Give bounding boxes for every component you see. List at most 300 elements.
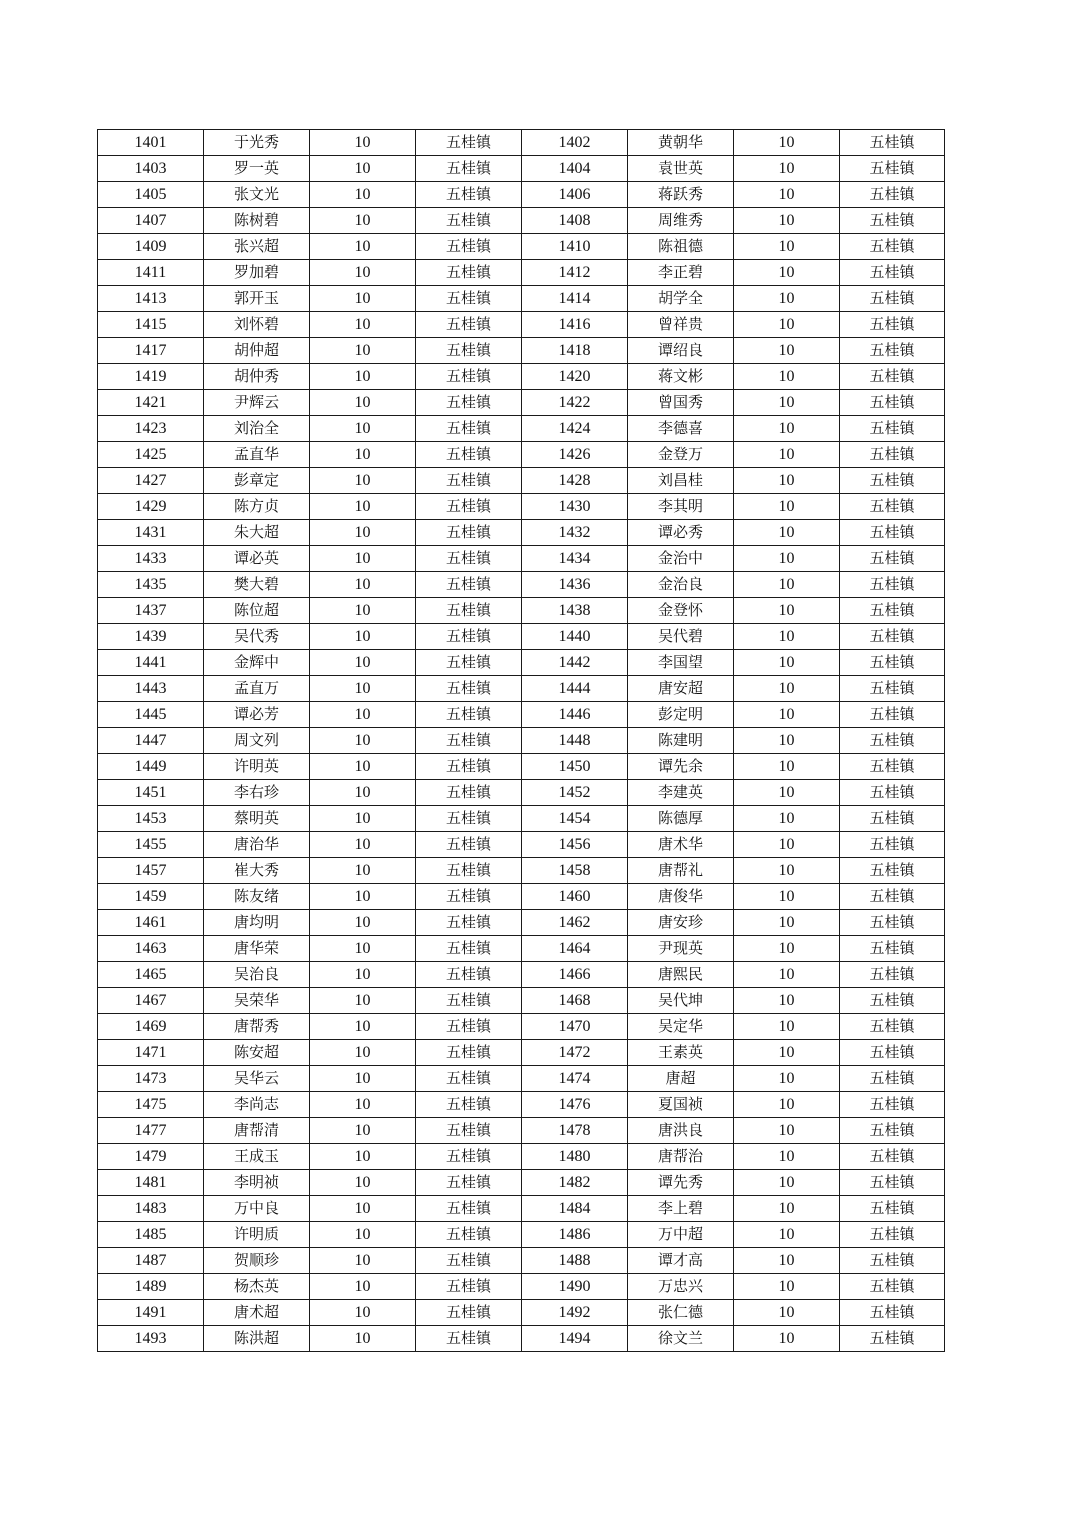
amount-cell: 10 bbox=[310, 1274, 416, 1300]
amount-cell: 10 bbox=[310, 130, 416, 156]
town-cell: 五桂镇 bbox=[416, 546, 522, 572]
amount-cell: 10 bbox=[310, 416, 416, 442]
town-cell: 五桂镇 bbox=[840, 130, 945, 156]
record-number-cell: 1446 bbox=[522, 702, 628, 728]
table-row bbox=[98, 1196, 945, 1222]
amount-cell: 10 bbox=[734, 962, 840, 988]
town-cell: 五桂镇 bbox=[416, 1170, 522, 1196]
table-row bbox=[98, 988, 945, 1014]
person-name-cell: 唐治华 bbox=[204, 832, 310, 858]
person-name-cell: 于光秀 bbox=[204, 130, 310, 156]
town-cell: 五桂镇 bbox=[416, 1326, 522, 1352]
table-row bbox=[98, 936, 945, 962]
amount-cell: 10 bbox=[310, 338, 416, 364]
amount-cell: 10 bbox=[734, 988, 840, 1014]
person-name-cell: 袁世英 bbox=[628, 156, 734, 182]
record-number-cell: 1478 bbox=[522, 1118, 628, 1144]
record-number-cell: 1426 bbox=[522, 442, 628, 468]
person-name-cell: 郭开玉 bbox=[204, 286, 310, 312]
town-cell: 五桂镇 bbox=[416, 416, 522, 442]
record-number-cell: 1493 bbox=[98, 1326, 204, 1352]
person-name-cell: 胡学全 bbox=[628, 286, 734, 312]
record-number-cell: 1490 bbox=[522, 1274, 628, 1300]
person-name-cell: 罗加碧 bbox=[204, 260, 310, 286]
person-name-cell: 贺顺珍 bbox=[204, 1248, 310, 1274]
record-number-cell: 1437 bbox=[98, 598, 204, 624]
person-name-cell: 张文光 bbox=[204, 182, 310, 208]
town-cell: 五桂镇 bbox=[416, 754, 522, 780]
amount-cell: 10 bbox=[310, 312, 416, 338]
record-number-cell: 1402 bbox=[522, 130, 628, 156]
record-number-cell: 1421 bbox=[98, 390, 204, 416]
amount-cell: 10 bbox=[734, 780, 840, 806]
person-name-cell: 吴代坤 bbox=[628, 988, 734, 1014]
record-number-cell: 1436 bbox=[522, 572, 628, 598]
town-cell: 五桂镇 bbox=[840, 1196, 945, 1222]
town-cell: 五桂镇 bbox=[840, 702, 945, 728]
person-name-cell: 夏国祯 bbox=[628, 1092, 734, 1118]
person-name-cell: 李尚志 bbox=[204, 1092, 310, 1118]
record-number-cell: 1448 bbox=[522, 728, 628, 754]
table-row bbox=[98, 676, 945, 702]
town-cell: 五桂镇 bbox=[416, 624, 522, 650]
record-number-cell: 1461 bbox=[98, 910, 204, 936]
amount-cell: 10 bbox=[734, 1118, 840, 1144]
town-cell: 五桂镇 bbox=[840, 650, 945, 676]
record-number-cell: 1434 bbox=[522, 546, 628, 572]
table-row bbox=[98, 1326, 945, 1352]
person-name-cell: 周文列 bbox=[204, 728, 310, 754]
town-cell: 五桂镇 bbox=[840, 962, 945, 988]
amount-cell: 10 bbox=[310, 780, 416, 806]
town-cell: 五桂镇 bbox=[840, 1300, 945, 1326]
amount-cell: 10 bbox=[310, 442, 416, 468]
town-cell: 五桂镇 bbox=[416, 1274, 522, 1300]
table-row bbox=[98, 182, 945, 208]
record-number-cell: 1432 bbox=[522, 520, 628, 546]
table-row bbox=[98, 1300, 945, 1326]
person-name-cell: 孟直万 bbox=[204, 676, 310, 702]
amount-cell: 10 bbox=[734, 1066, 840, 1092]
person-name-cell: 陈友绪 bbox=[204, 884, 310, 910]
town-cell: 五桂镇 bbox=[840, 936, 945, 962]
town-cell: 五桂镇 bbox=[416, 390, 522, 416]
town-cell: 五桂镇 bbox=[840, 858, 945, 884]
person-name-cell: 周维秀 bbox=[628, 208, 734, 234]
amount-cell: 10 bbox=[734, 936, 840, 962]
record-number-cell: 1445 bbox=[98, 702, 204, 728]
town-cell: 五桂镇 bbox=[416, 182, 522, 208]
town-cell: 五桂镇 bbox=[840, 754, 945, 780]
person-name-cell: 樊大碧 bbox=[204, 572, 310, 598]
record-number-cell: 1482 bbox=[522, 1170, 628, 1196]
amount-cell: 10 bbox=[310, 208, 416, 234]
record-number-cell: 1414 bbox=[522, 286, 628, 312]
person-name-cell: 金登万 bbox=[628, 442, 734, 468]
town-cell: 五桂镇 bbox=[416, 676, 522, 702]
amount-cell: 10 bbox=[310, 650, 416, 676]
person-name-cell: 许明英 bbox=[204, 754, 310, 780]
table-row bbox=[98, 832, 945, 858]
table-row bbox=[98, 312, 945, 338]
table-row bbox=[98, 754, 945, 780]
table-row bbox=[98, 858, 945, 884]
amount-cell: 10 bbox=[310, 182, 416, 208]
amount-cell: 10 bbox=[310, 234, 416, 260]
record-number-cell: 1435 bbox=[98, 572, 204, 598]
town-cell: 五桂镇 bbox=[840, 260, 945, 286]
record-number-cell: 1481 bbox=[98, 1170, 204, 1196]
amount-cell: 10 bbox=[734, 1170, 840, 1196]
person-name-cell: 唐华荣 bbox=[204, 936, 310, 962]
record-number-cell: 1420 bbox=[522, 364, 628, 390]
record-number-cell: 1449 bbox=[98, 754, 204, 780]
record-number-cell: 1462 bbox=[522, 910, 628, 936]
person-name-cell: 彭定明 bbox=[628, 702, 734, 728]
amount-cell: 10 bbox=[734, 884, 840, 910]
amount-cell: 10 bbox=[310, 1248, 416, 1274]
town-cell: 五桂镇 bbox=[840, 286, 945, 312]
record-number-cell: 1471 bbox=[98, 1040, 204, 1066]
town-cell: 五桂镇 bbox=[416, 884, 522, 910]
person-name-cell: 李明祯 bbox=[204, 1170, 310, 1196]
record-number-cell: 1403 bbox=[98, 156, 204, 182]
amount-cell: 10 bbox=[734, 260, 840, 286]
amount-cell: 10 bbox=[310, 546, 416, 572]
town-cell: 五桂镇 bbox=[416, 1014, 522, 1040]
town-cell: 五桂镇 bbox=[416, 520, 522, 546]
amount-cell: 10 bbox=[734, 910, 840, 936]
record-number-cell: 1431 bbox=[98, 520, 204, 546]
town-cell: 五桂镇 bbox=[416, 208, 522, 234]
person-name-cell: 蒋文彬 bbox=[628, 364, 734, 390]
record-number-cell: 1457 bbox=[98, 858, 204, 884]
record-number-cell: 1409 bbox=[98, 234, 204, 260]
town-cell: 五桂镇 bbox=[840, 546, 945, 572]
amount-cell: 10 bbox=[734, 806, 840, 832]
person-name-cell: 朱大超 bbox=[204, 520, 310, 546]
person-name-cell: 吴代碧 bbox=[628, 624, 734, 650]
amount-cell: 10 bbox=[734, 702, 840, 728]
town-cell: 五桂镇 bbox=[416, 910, 522, 936]
amount-cell: 10 bbox=[734, 156, 840, 182]
town-cell: 五桂镇 bbox=[840, 208, 945, 234]
person-name-cell: 唐术超 bbox=[204, 1300, 310, 1326]
record-number-cell: 1443 bbox=[98, 676, 204, 702]
person-name-cell: 谭必秀 bbox=[628, 520, 734, 546]
town-cell: 五桂镇 bbox=[416, 1040, 522, 1066]
town-cell: 五桂镇 bbox=[416, 598, 522, 624]
town-cell: 五桂镇 bbox=[840, 1248, 945, 1274]
record-number-cell: 1477 bbox=[98, 1118, 204, 1144]
amount-cell: 10 bbox=[734, 468, 840, 494]
amount-cell: 10 bbox=[310, 624, 416, 650]
person-name-cell: 王成玉 bbox=[204, 1144, 310, 1170]
amount-cell: 10 bbox=[310, 1326, 416, 1352]
record-number-cell: 1413 bbox=[98, 286, 204, 312]
person-name-cell: 唐帮治 bbox=[628, 1144, 734, 1170]
record-number-cell: 1450 bbox=[522, 754, 628, 780]
town-cell: 五桂镇 bbox=[840, 182, 945, 208]
amount-cell: 10 bbox=[310, 962, 416, 988]
town-cell: 五桂镇 bbox=[416, 1092, 522, 1118]
town-cell: 五桂镇 bbox=[840, 1092, 945, 1118]
table-row bbox=[98, 1170, 945, 1196]
person-name-cell: 唐术华 bbox=[628, 832, 734, 858]
town-cell: 五桂镇 bbox=[416, 494, 522, 520]
amount-cell: 10 bbox=[310, 468, 416, 494]
record-number-cell: 1444 bbox=[522, 676, 628, 702]
person-name-cell: 唐俊华 bbox=[628, 884, 734, 910]
record-number-cell: 1476 bbox=[522, 1092, 628, 1118]
record-number-cell: 1404 bbox=[522, 156, 628, 182]
person-name-cell: 许明质 bbox=[204, 1222, 310, 1248]
person-name-cell: 唐安超 bbox=[628, 676, 734, 702]
amount-cell: 10 bbox=[734, 208, 840, 234]
table-row bbox=[98, 1222, 945, 1248]
record-number-cell: 1472 bbox=[522, 1040, 628, 1066]
person-name-cell: 尹现英 bbox=[628, 936, 734, 962]
amount-cell: 10 bbox=[310, 702, 416, 728]
amount-cell: 10 bbox=[310, 1144, 416, 1170]
town-cell: 五桂镇 bbox=[416, 988, 522, 1014]
record-number-cell: 1465 bbox=[98, 962, 204, 988]
record-number-cell: 1480 bbox=[522, 1144, 628, 1170]
amount-cell: 10 bbox=[310, 598, 416, 624]
amount-cell: 10 bbox=[734, 494, 840, 520]
record-number-cell: 1429 bbox=[98, 494, 204, 520]
amount-cell: 10 bbox=[734, 390, 840, 416]
table-row bbox=[98, 390, 945, 416]
person-name-cell: 李国望 bbox=[628, 650, 734, 676]
town-cell: 五桂镇 bbox=[416, 858, 522, 884]
person-name-cell: 蒋跃秀 bbox=[628, 182, 734, 208]
record-number-cell: 1489 bbox=[98, 1274, 204, 1300]
town-cell: 五桂镇 bbox=[840, 312, 945, 338]
person-name-cell: 罗一英 bbox=[204, 156, 310, 182]
town-cell: 五桂镇 bbox=[416, 1196, 522, 1222]
table-row bbox=[98, 234, 945, 260]
record-number-cell: 1419 bbox=[98, 364, 204, 390]
record-number-cell: 1401 bbox=[98, 130, 204, 156]
table-row bbox=[98, 494, 945, 520]
person-name-cell: 唐帮清 bbox=[204, 1118, 310, 1144]
town-cell: 五桂镇 bbox=[416, 1222, 522, 1248]
town-cell: 五桂镇 bbox=[840, 1066, 945, 1092]
record-number-cell: 1410 bbox=[522, 234, 628, 260]
person-name-cell: 胡仲秀 bbox=[204, 364, 310, 390]
record-number-cell: 1433 bbox=[98, 546, 204, 572]
person-name-cell: 万中超 bbox=[628, 1222, 734, 1248]
amount-cell: 10 bbox=[310, 858, 416, 884]
amount-cell: 10 bbox=[310, 1118, 416, 1144]
record-number-cell: 1486 bbox=[522, 1222, 628, 1248]
town-cell: 五桂镇 bbox=[416, 286, 522, 312]
record-number-cell: 1428 bbox=[522, 468, 628, 494]
town-cell: 五桂镇 bbox=[840, 234, 945, 260]
person-name-cell: 王素英 bbox=[628, 1040, 734, 1066]
amount-cell: 10 bbox=[310, 286, 416, 312]
record-number-cell: 1423 bbox=[98, 416, 204, 442]
person-name-cell: 谭才高 bbox=[628, 1248, 734, 1274]
town-cell: 五桂镇 bbox=[416, 260, 522, 286]
record-number-cell: 1485 bbox=[98, 1222, 204, 1248]
person-name-cell: 李上碧 bbox=[628, 1196, 734, 1222]
record-number-cell: 1464 bbox=[522, 936, 628, 962]
table-row bbox=[98, 442, 945, 468]
amount-cell: 10 bbox=[310, 754, 416, 780]
town-cell: 五桂镇 bbox=[416, 962, 522, 988]
record-number-cell: 1424 bbox=[522, 416, 628, 442]
person-name-cell: 谭必芳 bbox=[204, 702, 310, 728]
person-name-cell: 吴华云 bbox=[204, 1066, 310, 1092]
record-number-cell: 1455 bbox=[98, 832, 204, 858]
record-number-cell: 1417 bbox=[98, 338, 204, 364]
town-cell: 五桂镇 bbox=[840, 988, 945, 1014]
amount-cell: 10 bbox=[734, 832, 840, 858]
amount-cell: 10 bbox=[734, 130, 840, 156]
person-name-cell: 胡仲超 bbox=[204, 338, 310, 364]
town-cell: 五桂镇 bbox=[416, 702, 522, 728]
amount-cell: 10 bbox=[734, 1300, 840, 1326]
person-name-cell: 陈洪超 bbox=[204, 1326, 310, 1352]
town-cell: 五桂镇 bbox=[416, 650, 522, 676]
amount-cell: 10 bbox=[310, 260, 416, 286]
amount-cell: 10 bbox=[734, 1196, 840, 1222]
amount-cell: 10 bbox=[310, 390, 416, 416]
record-number-cell: 1463 bbox=[98, 936, 204, 962]
record-number-cell: 1408 bbox=[522, 208, 628, 234]
roster-body bbox=[98, 130, 945, 1352]
amount-cell: 10 bbox=[310, 1300, 416, 1326]
town-cell: 五桂镇 bbox=[416, 936, 522, 962]
record-number-cell: 1427 bbox=[98, 468, 204, 494]
record-number-cell: 1425 bbox=[98, 442, 204, 468]
town-cell: 五桂镇 bbox=[840, 390, 945, 416]
table-row bbox=[98, 468, 945, 494]
table-row bbox=[98, 572, 945, 598]
town-cell: 五桂镇 bbox=[416, 1248, 522, 1274]
person-name-cell: 刘治全 bbox=[204, 416, 310, 442]
person-name-cell: 陈树碧 bbox=[204, 208, 310, 234]
amount-cell: 10 bbox=[734, 676, 840, 702]
town-cell: 五桂镇 bbox=[416, 312, 522, 338]
amount-cell: 10 bbox=[310, 1092, 416, 1118]
amount-cell: 10 bbox=[310, 988, 416, 1014]
record-number-cell: 1454 bbox=[522, 806, 628, 832]
record-number-cell: 1491 bbox=[98, 1300, 204, 1326]
town-cell: 五桂镇 bbox=[840, 442, 945, 468]
record-number-cell: 1492 bbox=[522, 1300, 628, 1326]
record-number-cell: 1422 bbox=[522, 390, 628, 416]
table-row bbox=[98, 1092, 945, 1118]
person-name-cell: 刘怀碧 bbox=[204, 312, 310, 338]
amount-cell: 10 bbox=[310, 728, 416, 754]
town-cell: 五桂镇 bbox=[840, 910, 945, 936]
table-row bbox=[98, 338, 945, 364]
record-number-cell: 1487 bbox=[98, 1248, 204, 1274]
table-row bbox=[98, 780, 945, 806]
amount-cell: 10 bbox=[734, 598, 840, 624]
person-name-cell: 唐熙民 bbox=[628, 962, 734, 988]
person-name-cell: 谭绍良 bbox=[628, 338, 734, 364]
amount-cell: 10 bbox=[734, 1014, 840, 1040]
town-cell: 五桂镇 bbox=[416, 468, 522, 494]
record-number-cell: 1442 bbox=[522, 650, 628, 676]
person-name-cell: 蔡明英 bbox=[204, 806, 310, 832]
town-cell: 五桂镇 bbox=[416, 1066, 522, 1092]
town-cell: 五桂镇 bbox=[416, 130, 522, 156]
table-row bbox=[98, 1040, 945, 1066]
town-cell: 五桂镇 bbox=[840, 806, 945, 832]
town-cell: 五桂镇 bbox=[840, 1144, 945, 1170]
table-row bbox=[98, 624, 945, 650]
amount-cell: 10 bbox=[310, 884, 416, 910]
person-name-cell: 金辉中 bbox=[204, 650, 310, 676]
town-cell: 五桂镇 bbox=[416, 572, 522, 598]
table-row bbox=[98, 130, 945, 156]
table-row bbox=[98, 1066, 945, 1092]
amount-cell: 10 bbox=[734, 624, 840, 650]
amount-cell: 10 bbox=[734, 520, 840, 546]
record-number-cell: 1467 bbox=[98, 988, 204, 1014]
town-cell: 五桂镇 bbox=[416, 1300, 522, 1326]
person-name-cell: 李建英 bbox=[628, 780, 734, 806]
person-name-cell: 唐安珍 bbox=[628, 910, 734, 936]
amount-cell: 10 bbox=[310, 1066, 416, 1092]
town-cell: 五桂镇 bbox=[840, 364, 945, 390]
town-cell: 五桂镇 bbox=[840, 832, 945, 858]
person-name-cell: 尹辉云 bbox=[204, 390, 310, 416]
amount-cell: 10 bbox=[734, 754, 840, 780]
record-number-cell: 1453 bbox=[98, 806, 204, 832]
person-name-cell: 唐帮秀 bbox=[204, 1014, 310, 1040]
town-cell: 五桂镇 bbox=[840, 156, 945, 182]
record-number-cell: 1418 bbox=[522, 338, 628, 364]
person-name-cell: 陈建明 bbox=[628, 728, 734, 754]
town-cell: 五桂镇 bbox=[416, 780, 522, 806]
amount-cell: 10 bbox=[734, 364, 840, 390]
amount-cell: 10 bbox=[734, 650, 840, 676]
table-row bbox=[98, 884, 945, 910]
table-row bbox=[98, 1144, 945, 1170]
amount-cell: 10 bbox=[734, 234, 840, 260]
record-number-cell: 1474 bbox=[522, 1066, 628, 1092]
amount-cell: 10 bbox=[310, 1170, 416, 1196]
record-number-cell: 1415 bbox=[98, 312, 204, 338]
table-row bbox=[98, 1014, 945, 1040]
person-name-cell: 唐均明 bbox=[204, 910, 310, 936]
town-cell: 五桂镇 bbox=[416, 1118, 522, 1144]
record-number-cell: 1479 bbox=[98, 1144, 204, 1170]
table-row bbox=[98, 1248, 945, 1274]
town-cell: 五桂镇 bbox=[840, 494, 945, 520]
town-cell: 五桂镇 bbox=[416, 728, 522, 754]
amount-cell: 10 bbox=[734, 312, 840, 338]
person-name-cell: 李其明 bbox=[628, 494, 734, 520]
town-cell: 五桂镇 bbox=[840, 1118, 945, 1144]
person-name-cell: 吴代秀 bbox=[204, 624, 310, 650]
amount-cell: 10 bbox=[310, 1014, 416, 1040]
town-cell: 五桂镇 bbox=[840, 780, 945, 806]
town-cell: 五桂镇 bbox=[840, 598, 945, 624]
table-row bbox=[98, 1118, 945, 1144]
table-row bbox=[98, 728, 945, 754]
amount-cell: 10 bbox=[734, 858, 840, 884]
amount-cell: 10 bbox=[310, 494, 416, 520]
roster-table bbox=[97, 129, 945, 1352]
amount-cell: 10 bbox=[734, 1092, 840, 1118]
